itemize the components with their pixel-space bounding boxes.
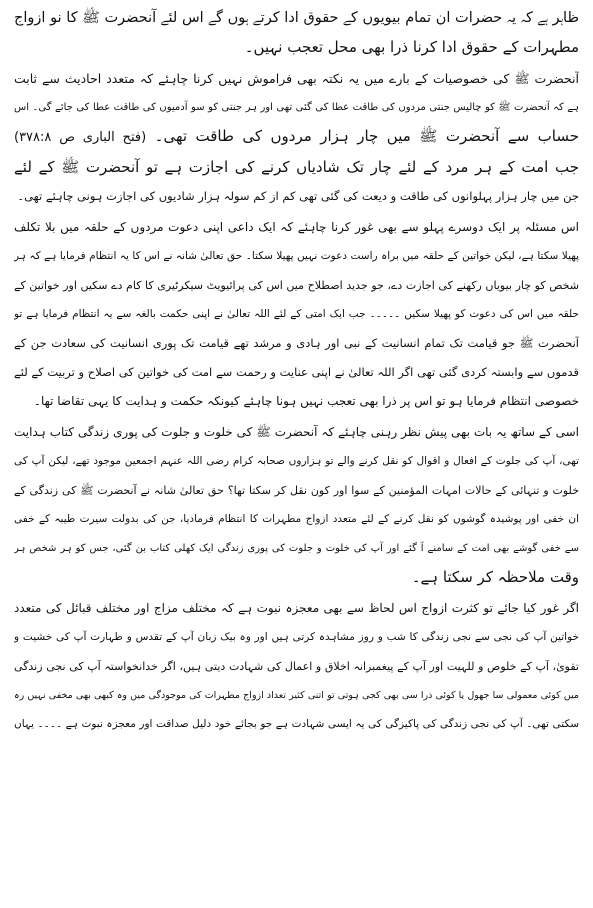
text-line: ہے کہ آنحضرت ﷺ کو چالیس جنتی مردوں کی طاقت عطا کی گئی تھی اور ہر جنتی کو سو آدمیوں کی طاقت عطا کی جائے گی۔ اس	[14, 102, 579, 113]
text-line: اگر غور کیا جائے تو کثرت ازواج اس لحاظ سے بھی معجزہ نبوت ہے کہ مختلف مزاج اور مختلف قبائل کی متعدد	[14, 601, 579, 615]
text-line: تقویٰ، آپ کے خلوص و للہیت اور آپ کے پیغمبرانہ اخلاق و اعمال کی شہادت دیتی ہیں، اگر خدانخواستہ آپ کی نجی زندگی	[14, 660, 579, 673]
reference-citation: (فتح الباری ص ۳۷۸:۸)	[14, 130, 147, 145]
text-line: خواتین آپ کی نجی سے نجی زندگی کا شب و روز مشاہدہ کرتی ہیں اور وہ بیک زبان آپ کے تقدس و طہارت آپ کی خشیت و	[14, 631, 579, 643]
text-line: سے خفی گوشے بھی امت کے سامنے آ گئے اور آپ کی خلوت و جلوت کی پوری زندگی ایک کھلی کتاب بن گئی، جس کو ہر شخص ہر	[14, 543, 579, 554]
paragraph	[14, 594, 579, 739]
paragraph	[14, 418, 579, 592]
text-line: ان خفی اور پوشیدہ گوشوں کو نقل کرنے کے لئے متعدد ازواج مطہرات کا انتظام فرمادیا، جن کی بدولت سیرت طیبہ کے خفی	[14, 513, 579, 525]
text-line: میں کوئی معمولی سا جھول یا کوئی ذرا سی بھی کجی ہوتی تو اتنی کثیر تعداد ازواج مطہرات کی موجودگی میں وہ کبھی بھی مخفی نہیں رہ	[14, 690, 579, 701]
text-line: تھی، آپ کی جلوت کے افعال و اقوال کو نقل کرنے والے تو ہزاروں صحابہ کرام رضی اللہ عنہم اجمعین موجود تھے، لیکن آپ کی	[14, 455, 579, 467]
text-line: خلوت و تنہائی کے حالات امہات المؤمنین کے سوا اور کون نقل کر سکتا تھا؟ حق تعالیٰ شانہ نے آنحضرت ﷺ کی زندگی کے	[14, 484, 579, 497]
text-line: پھیلا سکتا ہے، لیکن خواتین کے حلقہ میں براہ راست دعوت نہیں پھیلا سکتا۔ حق تعالیٰ شانہ نے اس کا یہ انتظام فرمایا ہے کہ ہر	[14, 250, 579, 262]
text-line: سکتی تھی۔ آپ کی نجی زندگی کی پاکیزگی کی یہ ایسی شہادت ہے جو بجائے خود دلیل صداقت اور معجزہ نبوت ہے ۔۔۔۔ یہاں	[14, 718, 579, 730]
text-line: آنحضرت ﷺ جو قیامت تک تمام انسانیت کے نبی اور ہادی و مرشد تھے قیامت تک پوری انسانیت کی سعادت جن کے	[14, 336, 579, 350]
paragraph	[14, 213, 579, 416]
text-line: حساب سے آنحضرت ﷺ میں چار ہزار مردوں کی طاقت تھی۔	[154, 127, 579, 145]
paragraph	[14, 64, 579, 151]
paragraph	[14, 4, 579, 62]
text-line: اسی کے ساتھ یہ بات بھی پیش نظر رہنی چاہئے کہ آنحضرت ﷺ کی خلوت و جلوت کی پوری زندگی کتاب ہدایت	[14, 425, 579, 439]
text-line: قدموں سے وابستہ کردی گئی تھی اگر اللہ تعالیٰ نے اپنی عنایت و رحمت سے امت کی خواتین کی اصلاح و تربیت کے لئے	[14, 365, 579, 379]
text-line: مطہرات کے حقوق ادا کرنا ذرا بھی محل تعجب نہیں۔	[244, 38, 579, 56]
text-line: جن میں چار ہزار پہلوانوں کی طاقت و دیعت کی گئی تھی کم از کم سولہ ہزار شادیوں کی اجازت ہونی چاہئے تھی۔	[17, 189, 579, 203]
text-line: اس مسئلہ پر ایک دوسرے پہلو سے بھی غور کرنا چاہئے کہ ایک داعی اپنی دعوت مردوں کے حلقہ میں بلا تکلف	[14, 220, 579, 234]
text-line: ظاہر ہے کہ یہ حضرات ان تمام بیویوں کے حقوق ادا کرتے ہوں گے اس لئے آنحضرت ﷺ کا نو ازواج	[14, 10, 579, 26]
text-line: وقت ملاحظہ کر سکتا ہے۔	[411, 568, 579, 586]
text-line: آنحضرت ﷺ کی خصوصیات کے بارے میں یہ نکتہ بھی فراموش نہیں کرنا چاہئے کہ متعدد احادیث سے ثابت	[14, 71, 579, 86]
text-line: حلقہ میں اس کی دعوت کو پھیلا سکیں ۔۔۔۔۔ جب ایک امتی کے لئے اللہ تعالیٰ نے اپنی حکمت بالغہ سے یہ انتظام فرمایا ہے تو	[14, 308, 579, 320]
text-line: خصوصی انتظام فرمایا ہو تو اس پر ذرا بھی تعجب نہیں ہونا چاہئے کیونکہ حکمت و ہدایت کا یہی تقاضا تھا۔	[33, 394, 579, 408]
text-line: شخص کو چار بیویاں رکھنے کی اجازت دے، جو جدید اصطلاح میں اس کی پرائیویٹ سیکرٹیری کا کام دے سکیں اور خواتین کے	[14, 279, 579, 292]
text-line: جب امت کے ہر مرد کے لئے چار تک شادیاں کرنے کی اجازت ہے تو آنحضرت ﷺ کے لئے	[14, 158, 579, 176]
text-line-with-reference	[14, 122, 579, 151]
paragraph	[14, 153, 579, 211]
